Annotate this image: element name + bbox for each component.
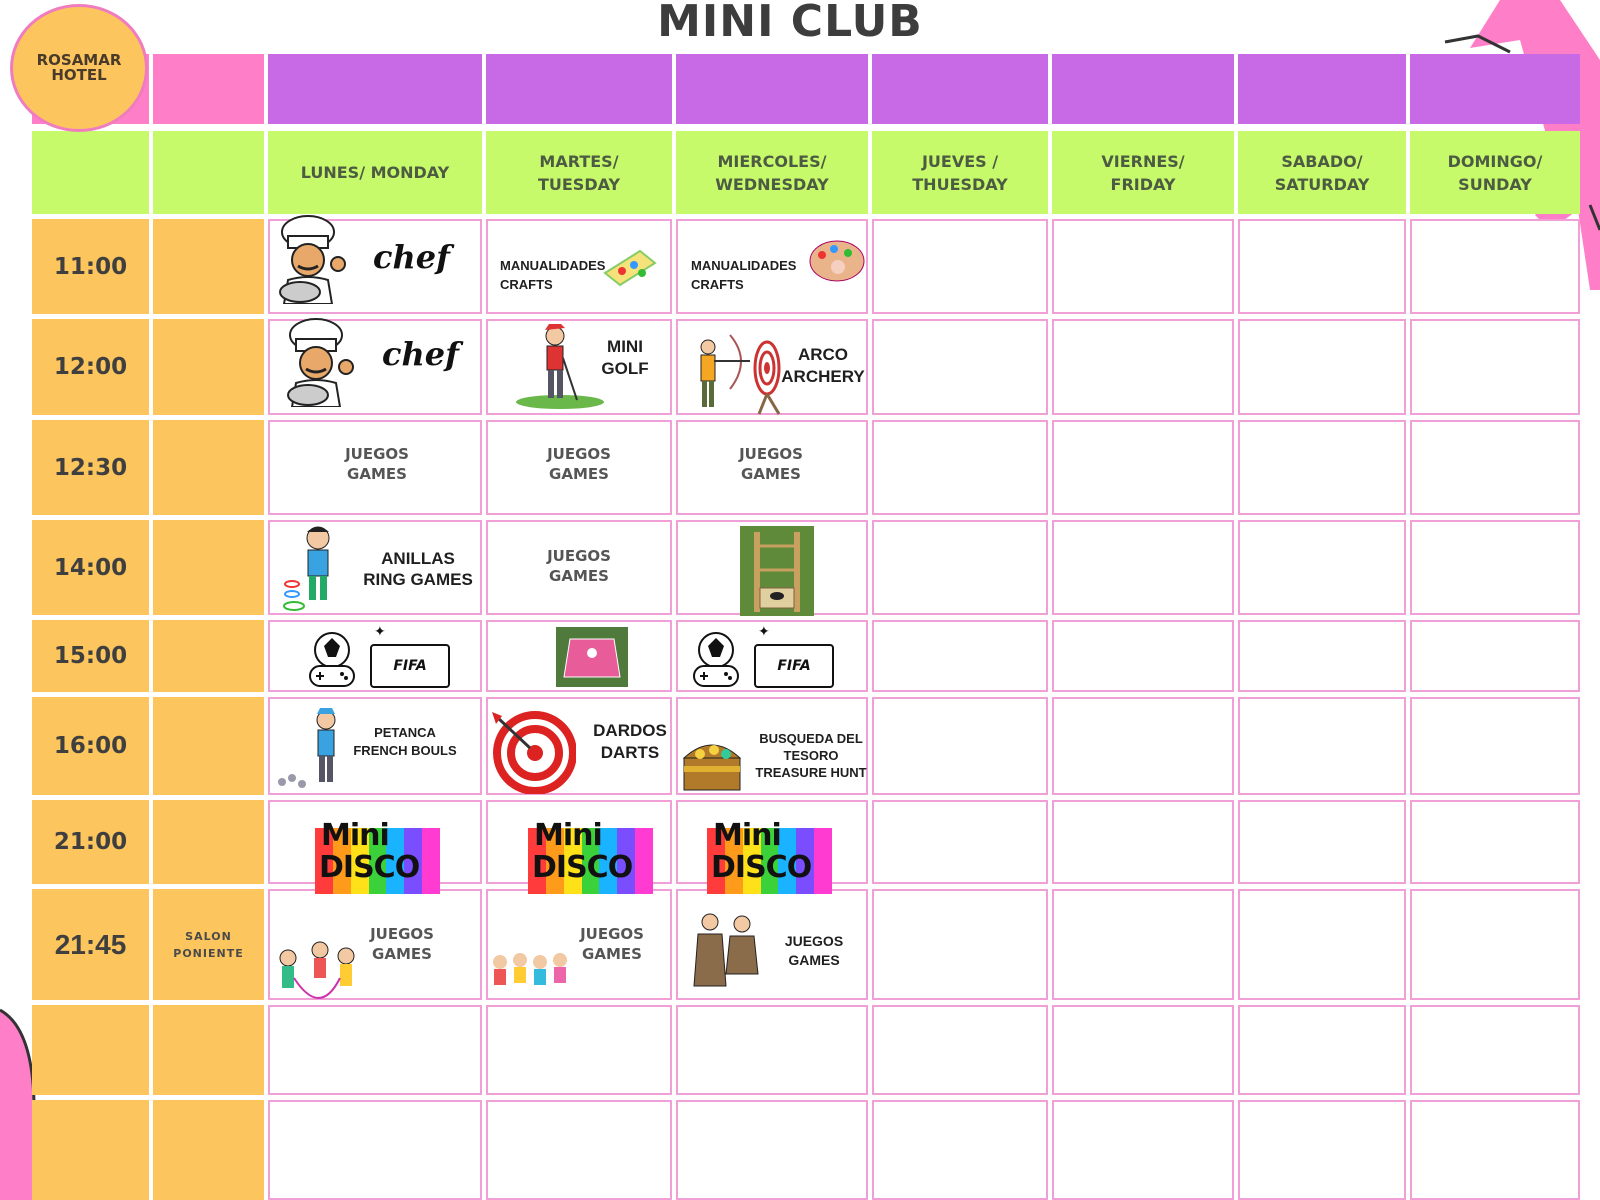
time-label: 12:30 (53, 454, 128, 481)
hotel-logo (10, 4, 148, 132)
day-name: MARTES/ (539, 151, 619, 171)
archery-label (778, 344, 868, 388)
time-label: 16:00 (53, 733, 128, 759)
treasure-label-line2: TESORO (783, 748, 839, 763)
time-label: 15:00 (53, 643, 128, 669)
activity-cell (1238, 800, 1406, 884)
day-name: VIERNES/ (1101, 151, 1185, 171)
activity-cell (872, 697, 1048, 795)
activity-cell (1052, 889, 1234, 1000)
archery-label-line1: ARCO (797, 345, 849, 364)
mini-disco-logo (707, 818, 832, 894)
crafts-icon (600, 243, 660, 288)
sack-race-icon (690, 912, 760, 988)
controller-football-icon (690, 630, 742, 688)
day-header (1052, 131, 1234, 214)
treasure-label (752, 730, 870, 781)
chef-icon (270, 214, 350, 304)
header-bar (1052, 54, 1234, 124)
mini-disco-logo (315, 818, 440, 894)
minigolf-label-line2: GOLF (601, 359, 649, 378)
games-2145-wed-line2: GAMES (788, 952, 840, 968)
logo-line-2: HOTEL (51, 66, 107, 84)
cornhole-photo (556, 627, 628, 687)
day-header (268, 131, 482, 214)
venue-cell (153, 420, 264, 515)
petanca-label (345, 724, 465, 760)
ring-toss-icon (280, 524, 355, 614)
games-1230-mon-line2: GAMES (347, 465, 407, 483)
rings-label-line1: ANILLAS (381, 549, 455, 568)
activity-cell (268, 1100, 482, 1200)
disco-word-disco: DISCO (711, 850, 812, 885)
header-bar (676, 54, 868, 124)
venue-cell (153, 1005, 264, 1095)
games-2145-tue-line1: JUEGOS (580, 925, 644, 943)
activity-cell (1238, 1005, 1406, 1095)
disco-word-mini: Mini (713, 818, 781, 853)
header-bar (872, 54, 1048, 124)
activity-cell (1410, 697, 1580, 795)
venue-cell (153, 697, 264, 795)
header-corner-right (153, 54, 264, 124)
dartboard-icon (490, 708, 576, 794)
games-1230-wed-line1: JUEGOS (739, 445, 803, 463)
page-title: MINI CLUB (657, 0, 923, 47)
games-1230-mon-line1: JUEGOS (345, 445, 409, 463)
activity-cell (1052, 219, 1234, 314)
disco-word-disco: DISCO (532, 850, 633, 885)
activity-cell (872, 800, 1048, 884)
darts-label-line2: DARTS (600, 743, 660, 762)
time-label: 11:00 (53, 253, 128, 280)
time-cell (32, 697, 149, 795)
activity-cell (872, 520, 1048, 615)
activity-cell (1410, 889, 1580, 1000)
day-name: MIERCOLES/ (717, 151, 827, 171)
activity-cell (1410, 620, 1580, 692)
activity-cell (1410, 1005, 1580, 1095)
activity-cell (1238, 1100, 1406, 1200)
time-cell (32, 889, 149, 1000)
activity-cell (872, 1100, 1048, 1200)
venue-cell (153, 219, 264, 314)
venue-cell (153, 800, 264, 884)
games-2145-tue-line2: GAMES (582, 945, 642, 963)
activity-cell (1410, 520, 1580, 615)
time-cell (32, 1100, 149, 1200)
minigolf-label (590, 336, 660, 380)
games-2145-mon-line2: GAMES (372, 945, 432, 963)
activity-cell (872, 420, 1048, 515)
header-green-left (32, 131, 149, 214)
fifa-ticket-icon: FIFA (370, 644, 450, 688)
games-2145-tue (552, 924, 672, 964)
rings-label (358, 548, 478, 590)
games-2145-wed (754, 932, 874, 970)
crafts-wed-label (691, 256, 811, 294)
time-cell (32, 319, 149, 415)
activity-cell (1052, 520, 1234, 615)
activity-cell (1410, 219, 1580, 314)
day-name: DOMINGO/ (1447, 151, 1543, 171)
disco-word-disco: DISCO (319, 850, 420, 885)
activity-cell (1238, 620, 1406, 692)
day-header (1238, 131, 1406, 214)
header-bar (268, 54, 482, 124)
activity-cell (1238, 319, 1406, 415)
games-2145-mon (342, 924, 462, 964)
chef-icon (278, 317, 358, 407)
games-1400-tue-line2: GAMES (549, 567, 609, 585)
treasure-label-line3: TREASURE HUNT (755, 765, 867, 780)
fifa-ticket-icon: FIFA (754, 644, 834, 688)
activity-cell (268, 1005, 482, 1095)
activity-cell (1238, 219, 1406, 314)
activity-cell (676, 1005, 868, 1095)
darts-label (585, 720, 675, 764)
games-1230-tue (520, 444, 638, 484)
darts-label-line1: DARDOS (593, 721, 667, 740)
games-1400-tue (520, 546, 638, 586)
mini-disco-logo (528, 818, 653, 894)
day-name: JUEVES / (921, 151, 999, 171)
treasure-chest-icon (680, 736, 744, 794)
activity-cell (1052, 319, 1234, 415)
day-name-en: SUNDAY (1458, 174, 1532, 194)
games-1230-mon (318, 444, 436, 484)
activity-cell (872, 319, 1048, 415)
day-name: LUNES/ MONDAY (300, 163, 450, 182)
time-cell (32, 620, 149, 692)
crafts-mon-label-line1: MANUALIDADES (500, 258, 606, 273)
activity-cell (1410, 1100, 1580, 1200)
sparkle-icon: ✦ (758, 624, 770, 640)
day-header (1410, 131, 1580, 214)
header-bar (1238, 54, 1406, 124)
venue-line-1: SALON (185, 929, 232, 943)
disco-word-mini: Mini (321, 818, 389, 853)
day-name: SABADO/ (1281, 151, 1363, 171)
time-cell (32, 520, 149, 615)
archery-label-line2: ARCHERY (781, 367, 865, 386)
day-header (872, 131, 1048, 214)
activity-cell (872, 219, 1048, 314)
treasure-label-line1: BUSQUEDA DEL (759, 731, 863, 746)
games-2145-wed-line1: JUEGOS (784, 933, 844, 949)
activity-cell (486, 1005, 672, 1095)
crafts-mon-label-line2: CRAFTS (500, 277, 553, 292)
time-cell (32, 800, 149, 884)
day-name-en: TUESDAY (537, 174, 621, 194)
venue-cell (153, 520, 264, 615)
venue-cell (153, 319, 264, 415)
activity-cell (1238, 697, 1406, 795)
header-green-right (153, 131, 264, 214)
activity-cell (1052, 1100, 1234, 1200)
venue-cell (153, 889, 264, 1000)
activity-cell (1052, 800, 1234, 884)
day-header (486, 131, 672, 214)
games-1230-wed-line2: GAMES (741, 465, 801, 483)
archer-icon (690, 327, 760, 413)
time-cell (32, 420, 149, 515)
chef-script: chef (373, 238, 450, 276)
activity-cell (1052, 420, 1234, 515)
day-name-en: SATURDAY (1274, 174, 1370, 194)
day-name-en: THUESDAY (912, 174, 1008, 194)
activity-cell (1238, 420, 1406, 515)
activity-cell (1052, 620, 1234, 692)
petanca-label-line1: PETANCA (374, 725, 436, 740)
venue-cell (153, 1100, 264, 1200)
activity-cell (872, 889, 1048, 1000)
games-1230-tue-line1: JUEGOS (547, 445, 611, 463)
crafts-wed-label-line2: CRAFTS (691, 277, 744, 292)
sparkle-icon: ✦ (374, 624, 386, 640)
activity-cell (486, 1100, 672, 1200)
activity-cell (1410, 800, 1580, 884)
venue-line-2: PONIENTE (173, 946, 244, 960)
day-header (676, 131, 868, 214)
activity-cell (1238, 889, 1406, 1000)
activity-cell (1410, 319, 1580, 415)
header-bar (1410, 54, 1580, 124)
time-label: 14:00 (53, 554, 128, 581)
activity-cell (872, 620, 1048, 692)
chef-script: chef (382, 335, 459, 373)
time-label: 21:00 (53, 829, 128, 855)
disco-word-mini: Mini (534, 818, 602, 853)
crafts-wed-label-line1: MANUALIDADES (691, 258, 797, 273)
activity-cell (1052, 1005, 1234, 1095)
ladder-toss-photo (740, 526, 814, 616)
activity-cell (1052, 697, 1234, 795)
activity-cell (872, 1005, 1048, 1095)
palette-icon (808, 237, 866, 285)
games-1230-wed (712, 444, 830, 484)
activity-cell (1410, 420, 1580, 515)
time-cell (32, 219, 149, 314)
time-label: 12:00 (53, 354, 128, 380)
logo-line-1: ROSAMAR (36, 51, 122, 69)
games-1230-tue-line2: GAMES (549, 465, 609, 483)
day-name-en: FRIDAY (1110, 174, 1176, 194)
games-1400-tue-line1: JUEGOS (547, 547, 611, 565)
minigolf-label-line1: MINI (607, 337, 643, 356)
rings-label-line2: RING GAMES (363, 570, 473, 589)
activity-cell (1238, 520, 1406, 615)
petanca-icon (274, 706, 346, 790)
time-cell (32, 1005, 149, 1095)
venue-cell (153, 620, 264, 692)
time-label: 21:45 (54, 928, 127, 960)
games-2145-mon-line1: JUEGOS (370, 925, 434, 943)
petanca-label-line2: FRENCH BOULS (353, 743, 457, 758)
day-name-en: WEDNESDAY (715, 174, 829, 194)
activity-cell (676, 1100, 868, 1200)
header-bar (486, 54, 672, 124)
controller-football-icon (306, 630, 358, 688)
